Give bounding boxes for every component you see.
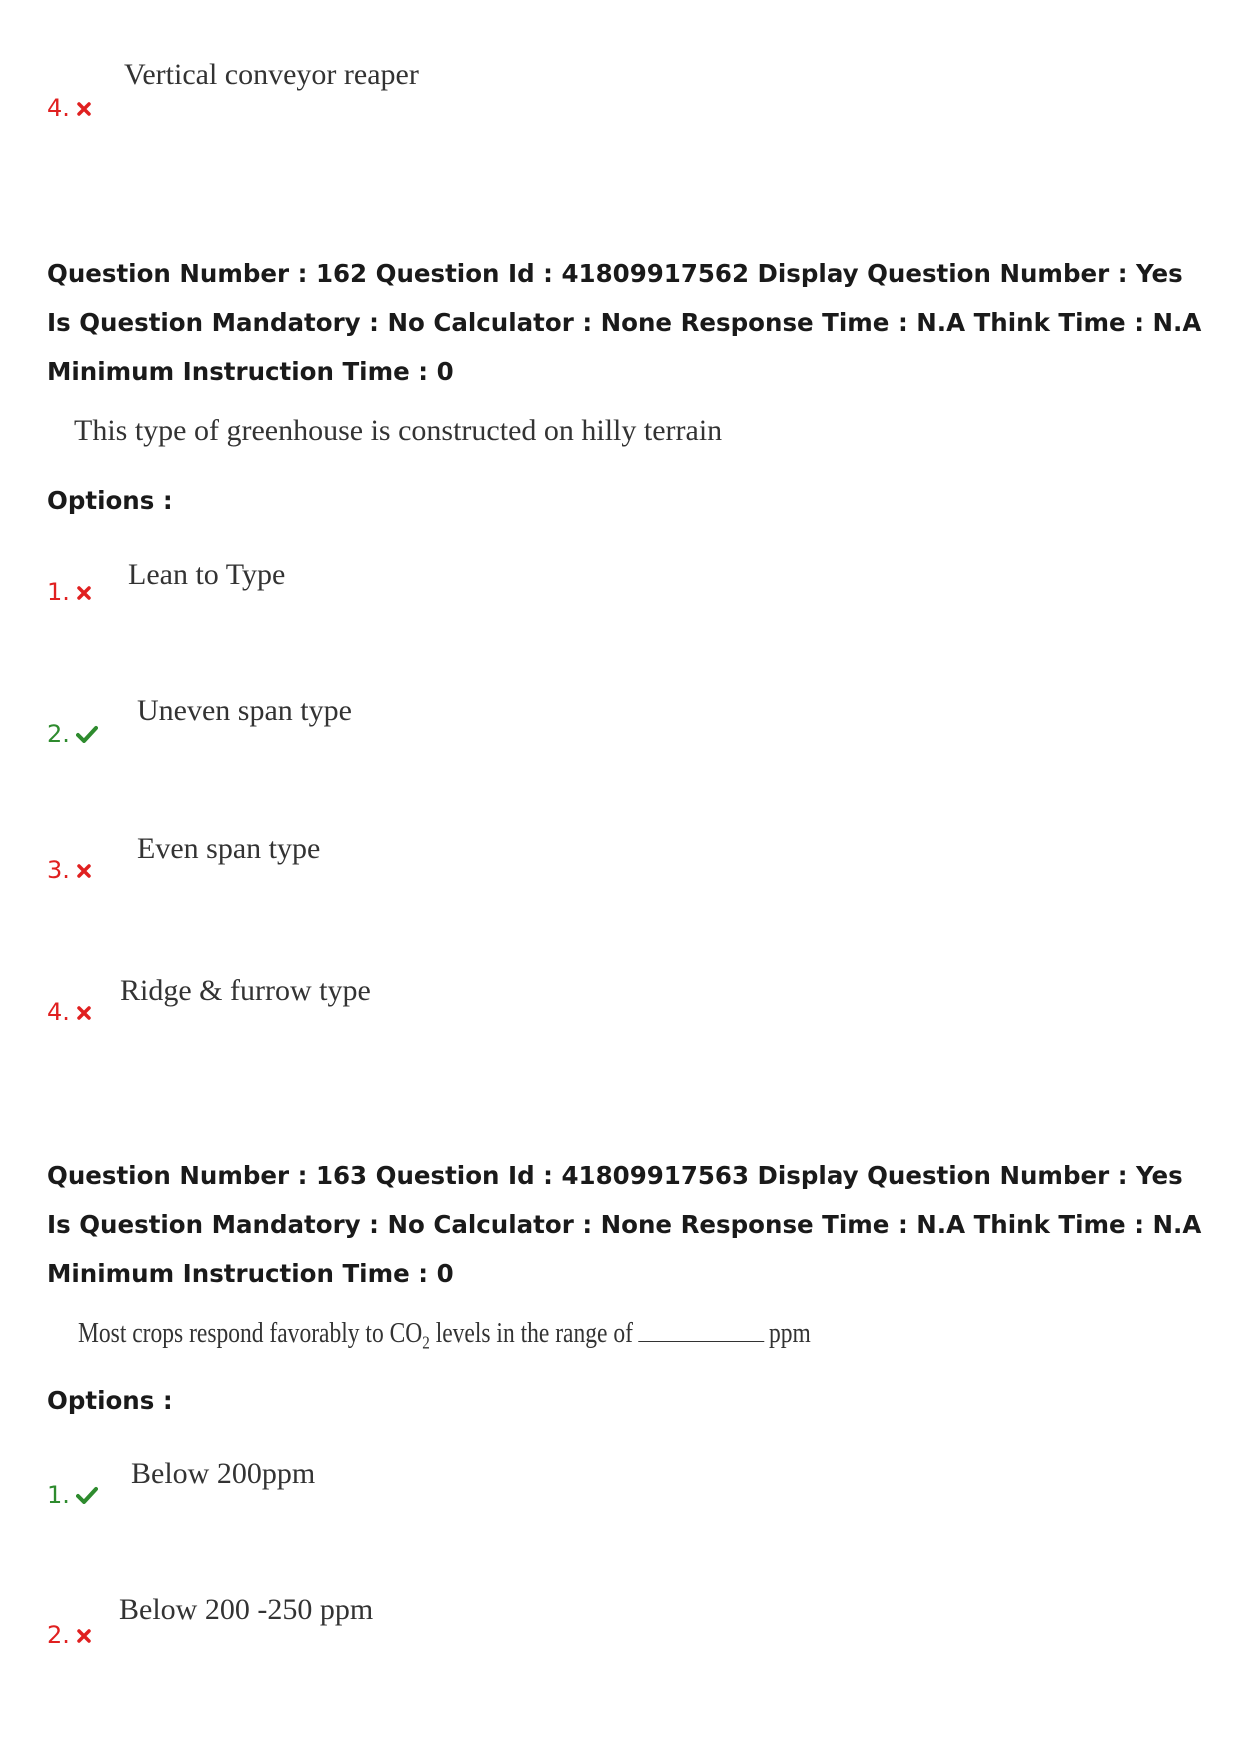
check-icon [76, 721, 98, 749]
option-text: Below 200 -250 ppm [119, 1593, 374, 1626]
option-text: Vertical conveyor reaper [124, 58, 419, 91]
option-number [47, 1621, 92, 1650]
cross-icon [76, 579, 92, 607]
question-text-part: levels in the range of [429, 1318, 633, 1349]
fill-in-blank [638, 1319, 764, 1342]
question-header-162: Question Number : 162 Question Id : 41809917562 Display Question Number : Yes Is Question Mandatory : No Calculator : None Response Time : N.A Think Time : N.A Minimum Instruction Time : 0 [47, 259, 1202, 386]
option-number [47, 998, 92, 1027]
option-number-label: 4. [47, 998, 70, 1026]
question-text-162: This type of greenhouse is constructed on hilly terrain [74, 414, 723, 447]
question-text-163 [78, 1318, 811, 1354]
option-number-label: 2. [47, 720, 70, 748]
option-number-label: 4. [47, 94, 70, 122]
question-text-part: Most crops respond favorably to CO [78, 1318, 423, 1349]
option-number [47, 578, 92, 607]
option-number-label: 1. [47, 578, 70, 606]
option-number [47, 856, 92, 885]
check-icon [76, 1482, 98, 1510]
option-number [47, 94, 92, 123]
cross-icon [76, 999, 92, 1027]
option-number [47, 1481, 98, 1510]
cross-icon [76, 1622, 92, 1650]
question-header-163: Question Number : 163 Question Id : 41809917563 Display Question Number : Yes Is Question Mandatory : No Calculator : None Response Time : N.A Think Time : N.A Minimum Instruction Time : 0 [47, 1161, 1202, 1288]
option-number-label: 3. [47, 856, 70, 884]
cross-icon [76, 857, 92, 885]
question-unit: ppm [769, 1318, 811, 1349]
option-number [47, 720, 98, 749]
option-text: Lean to Type [128, 558, 286, 591]
option-text: Even span type [137, 832, 321, 865]
option-number-label: 2. [47, 1621, 70, 1649]
option-number-label: 1. [47, 1481, 70, 1509]
option-text: Below 200ppm [131, 1457, 316, 1490]
options-label-162: Options : [47, 486, 173, 515]
co2-subscript: 2 [422, 1332, 430, 1353]
cross-icon [76, 95, 92, 123]
option-text: Uneven span type [137, 694, 352, 727]
option-text: Ridge & furrow type [120, 974, 371, 1007]
options-label-163: Options : [47, 1386, 173, 1415]
